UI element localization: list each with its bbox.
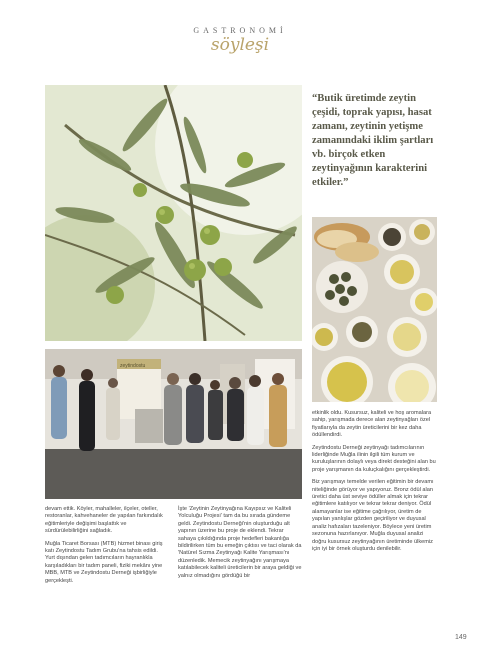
section-title: GASTRONOMİ xyxy=(193,26,287,35)
paragraph: etkinlik oldu. Kusursuz, kaliteli ve hoş aromalara sahip, yarışmada derece alan zeytinyağları özel fiyatlarıyla da zeytin üreticilerini bir kez daha ödüllendirdi. xyxy=(312,410,432,439)
section-header xyxy=(0,26,480,55)
paragraph: Zeytindostu Derneği zeytinyağı tadımcılarının liderliğinde Muğla ilinin ilgili tüm kurum ve kuruluşlarının dolaylı veya direkt desteğini alan bu proje yarışmanın da kuluçkalığını gerçekleştirdi. xyxy=(312,444,436,473)
group-photo xyxy=(45,349,302,499)
section-subtitle: söyleşi xyxy=(210,35,270,55)
text-column-1 xyxy=(45,506,168,590)
paragraph: devam ettik. Köyler, mahalleler, ilçeler, oteller, restoranlar, kahvehaneler de yapılan farkındalık eğitimleriyle değişimi başlattık ve sürdürülebilirliğini sağladık. xyxy=(45,506,163,535)
text-column-3 xyxy=(312,410,437,558)
pull-quote: “Butik üretimde zeytin çeşidi, toprak yapısı, hasat zamanı, zeytinin yetişme zamanındaki iklim şartları vb. birçok etken zeytinyağının karakterini etkiler.” xyxy=(312,93,434,188)
olive-branch-photo xyxy=(45,85,302,341)
page-number: 149 xyxy=(455,634,467,641)
banner-sign: zeytindostu xyxy=(120,363,146,369)
group-photo-illustration xyxy=(45,349,302,499)
text-column-2 xyxy=(178,506,302,585)
paragraph: Biz yarışmayı temelde verilen eğitimin bir devamı niteliğinde görüyor ve yapıyoruz. Bronz ödül alan üretici daha üst seviye ödüller almak için tekrar eğitimlere katılıyor ve tekrar tekrar deniyor. Ödül alamayanlar ise eğitime çağrılıyor, üretim de yapılan yanlışlar gözden geçiriliyor ve duyusal analiz hafızaları tazeleniyor. Böylece yeni üretim sezonuna hazırlanıyor. Muğla duyusal analizi doğru kusursuz zeytinyağının üretiminde ülkemiz için iyi bir örnek oluşturdu denilebilir. xyxy=(312,479,434,552)
paragraph: İşte 'Zeytinin Zeytinyağına Kayıpsız ve Kaliteli Yolculuğu Projesi' tam da bu sırada gündeme geldi. Zeytindostu Derneği'nin oluşturduğu alt yapının üzerine bu proje de eklendi. Tekrar sahaya çıkıldığında proje hedefleri bakanlığa bildirilirken tüm bu emeğin çıktısı ve taci olarak da 'Natürel Sızma Zeytinyağı Kalite Yarışması'nı düzenledik. Memecik zeytinyağını yarışmaya katılabilecek kaliteli üreticilerin bir araya geldiği ve yalnız olmadığını gördüğü bir xyxy=(178,506,302,579)
tasting-table-illustration xyxy=(312,217,437,402)
olive-branch-illustration xyxy=(45,85,302,341)
olive-oil-tasting-photo xyxy=(312,217,437,402)
paragraph: Muğla Ticaret Borsası (MTB) hizmet binası giriş katı Zeytindostu Tadım Grubu'na tahsis edildi. Yurt dışından gelen tadımcıların hayranlıkla karşıladıkları bir tadım paneli, fiziki mekânı yine MBB, MTB ve Zeytindostu Derneği işbirliğiyle gerçekleşti. xyxy=(45,540,163,584)
